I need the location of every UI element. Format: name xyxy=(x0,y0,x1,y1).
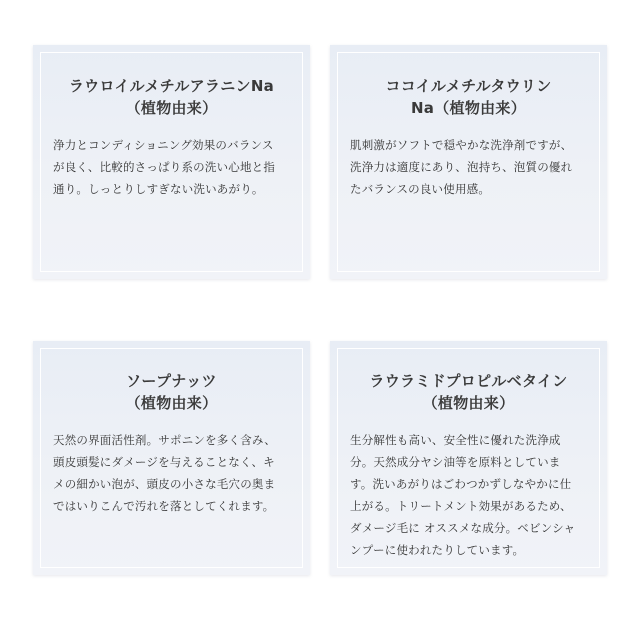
description-line: ダメージ毛に オススメな成分。ベビンシャ xyxy=(350,521,576,535)
ingredient-title-line-1: ココイルメチルタウリン xyxy=(385,77,552,95)
description-line: 通り。しっとりしすぎない洗いあがり。 xyxy=(53,182,264,196)
ingredient-title-line-1: ラウロイルメチルアラニンNa xyxy=(68,77,275,95)
ingredient-title-line-2: （植物由来） xyxy=(422,394,515,412)
description-line: たバランスの良い使用感。 xyxy=(350,182,491,196)
description-line: メの細かい泡が、頭皮の小さな毛穴の奥ま xyxy=(53,477,276,491)
description-line: 肌刺激がソフトで穏やかな洗浄剤ですが、 xyxy=(350,138,573,152)
description-line: 頭皮頭髪にダメージを与えることなく、キ xyxy=(53,455,275,469)
ingredient-title-line-2: （植物由来） xyxy=(125,99,218,117)
ingredient-title xyxy=(33,75,310,119)
description-line: 生分解性も高い、安全性に優れた洗浄成 xyxy=(350,433,561,447)
ingredient-description xyxy=(53,134,296,200)
ingredient-title-line-2: Na（植物由来） xyxy=(410,99,527,117)
ingredient-card-lauramidopropyl-betaine xyxy=(330,341,607,575)
ingredient-card-soapnuts xyxy=(33,341,310,575)
description-line: ンプーに使われたりしています。 xyxy=(350,543,525,557)
ingredient-description xyxy=(350,134,593,200)
description-line: ではいりこんで汚れを落としてくれます。 xyxy=(53,499,275,513)
ingredient-card-lauroyl-methylalanine xyxy=(33,45,310,279)
ingredient-card-cocoyl-methyltaurine xyxy=(330,45,607,279)
description-line: 上がる。トリートメント効果があるため、 xyxy=(350,499,572,513)
ingredient-title-line-1: ラウラミドプロピルベタイン xyxy=(369,372,568,390)
ingredient-title xyxy=(330,75,607,119)
ingredient-title xyxy=(330,370,607,414)
description-line: が良く、比較的さっぱり系の洗い心地と指 xyxy=(53,160,276,174)
ingredient-title-line-2: （植物由来） xyxy=(125,394,218,412)
ingredient-description xyxy=(350,429,593,561)
description-line: 分。天然成分ヤシ油等を原料としていま xyxy=(350,455,561,469)
ingredient-description xyxy=(53,429,296,517)
description-line: 天然の界面活性剤。サポニンを多く含み、 xyxy=(53,433,276,447)
description-line: 浄力とコンディショニング効果のバランス xyxy=(53,138,274,152)
ingredient-title xyxy=(33,370,310,414)
description-line: 洗浄力は適度にあり、泡持ち、泡質の優れ xyxy=(350,160,573,174)
description-line: す。洗いあがりはごわつかずしなやかに仕 xyxy=(350,477,572,491)
ingredient-title-line-1: ソープナッツ xyxy=(126,372,217,390)
